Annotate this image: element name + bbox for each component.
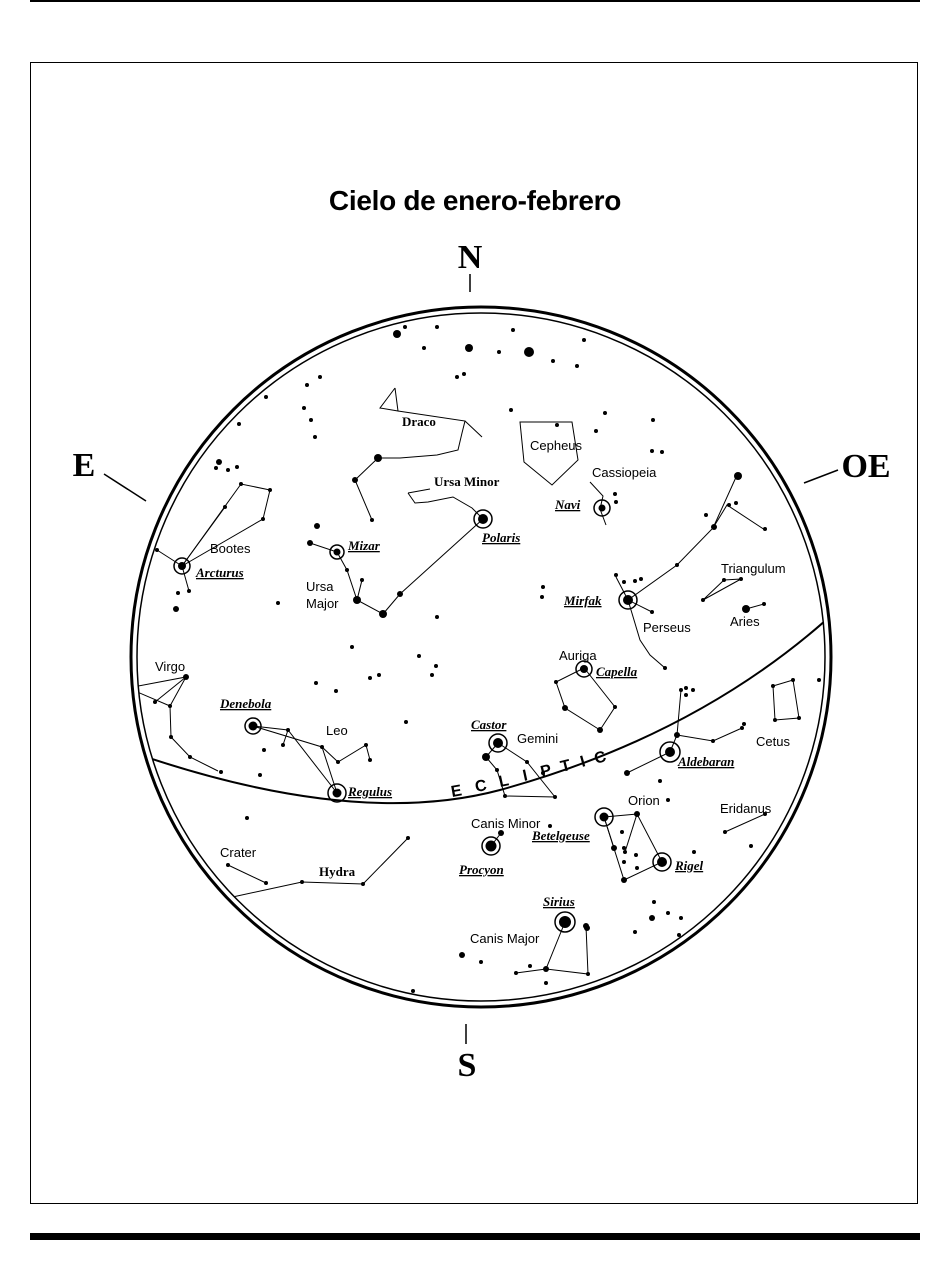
field-star [597, 727, 603, 733]
field-star [704, 513, 708, 517]
field-star [214, 466, 218, 470]
field-star [495, 768, 499, 772]
label-auriga: Auriga [559, 648, 597, 663]
field-star [722, 578, 726, 582]
label-canis-major: Canis Major [470, 931, 540, 946]
east-tick [104, 474, 146, 501]
field-star [622, 846, 626, 850]
draco-tail-line [465, 421, 482, 437]
field-star [540, 595, 544, 599]
field-star [691, 688, 695, 692]
rigel-star [657, 857, 667, 867]
field-star [608, 984, 612, 988]
star-labels [195, 497, 734, 909]
field-star [235, 465, 239, 469]
field-star [541, 585, 545, 589]
field-star [361, 882, 365, 886]
label-virgo: Virgo [155, 659, 186, 674]
field-star [658, 779, 662, 783]
horizon-inner-circle [137, 313, 825, 1001]
label-draco: Draco [402, 414, 436, 429]
field-star [183, 674, 189, 680]
field-star [313, 435, 317, 439]
field-star [459, 952, 465, 958]
field-star [168, 704, 172, 708]
regulus-star [333, 789, 342, 798]
field-star [455, 375, 459, 379]
field-star [711, 524, 717, 530]
field-star [169, 735, 173, 739]
field-star [226, 863, 230, 867]
field-star [239, 482, 243, 486]
triangulum-lines [703, 579, 741, 600]
horizon-outer-circle [131, 307, 831, 1007]
perseus-lines [628, 475, 737, 600]
field-star [352, 477, 358, 483]
label-betelgeuse: Betelgeuse [532, 828, 590, 843]
label-mirfak: Mirfak [564, 593, 602, 608]
field-star [524, 347, 534, 357]
field-star [635, 866, 639, 870]
field-star [634, 853, 638, 857]
field-star [677, 933, 681, 937]
field-star [740, 726, 744, 730]
ecliptic-letter-2: C [473, 777, 489, 796]
label-cassiopeia: Cassiopeia [592, 465, 657, 480]
field-star [666, 911, 670, 915]
field-star [613, 705, 617, 709]
field-star [749, 844, 753, 848]
label-sirius: Sirius [543, 894, 575, 909]
field-star [406, 836, 410, 840]
field-star [368, 676, 372, 680]
field-star [309, 418, 313, 422]
field-star [404, 720, 408, 724]
field-star [675, 563, 679, 567]
field-star [553, 795, 557, 799]
field-star [649, 915, 655, 921]
field-star [264, 395, 268, 399]
orion-line-3 [625, 814, 637, 852]
field-star [379, 610, 387, 618]
label-polaris: Polaris [482, 530, 521, 545]
field-star [544, 981, 548, 985]
cepheus-lines [520, 422, 578, 485]
field-star [435, 325, 439, 329]
label-rigel: Rigel [675, 858, 704, 873]
field-star [334, 689, 338, 693]
field-star [479, 960, 483, 964]
field-star [639, 577, 643, 581]
denebola-star [249, 722, 258, 731]
field-star [320, 745, 324, 749]
field-star [377, 673, 381, 677]
mirfak-star [623, 595, 633, 605]
field-star [219, 770, 223, 774]
field-star [634, 811, 640, 817]
field-star [336, 760, 340, 764]
label-hydra: Hydra [319, 864, 356, 879]
field-star [187, 589, 191, 593]
label-procyon: Procyon [459, 862, 504, 877]
ecliptic-letter-8: C [592, 748, 609, 768]
field-star [262, 748, 266, 752]
field-star [417, 654, 421, 658]
field-star [623, 850, 627, 854]
field-star [528, 964, 532, 968]
field-star [153, 700, 157, 704]
ecliptic-letter-1: E [449, 782, 464, 801]
field-star [555, 423, 559, 427]
field-star [684, 693, 688, 697]
field-star [727, 503, 731, 507]
label-regulus: Regulus [348, 784, 393, 799]
field-star [350, 645, 354, 649]
ursa-minor-line-2 [408, 489, 430, 493]
field-star [633, 579, 637, 583]
field-star [503, 794, 507, 798]
field-star [318, 375, 322, 379]
direction-north: N [457, 239, 483, 276]
field-star [465, 344, 473, 352]
field-star [305, 383, 309, 387]
field-star [430, 673, 434, 677]
field-star [300, 880, 304, 884]
field-star [739, 577, 743, 581]
field-star [462, 372, 466, 376]
ecliptic-letter-4: I [521, 767, 530, 785]
field-star [734, 501, 738, 505]
field-star [614, 573, 618, 577]
field-star [393, 330, 401, 338]
field-star [245, 816, 249, 820]
label-triangulum: Triangulum [721, 561, 786, 576]
label-eridanus: Eridanus [720, 801, 772, 816]
field-star [511, 328, 515, 332]
leo-lines-2 [253, 726, 337, 793]
navi-star [599, 505, 606, 512]
field-star [734, 472, 742, 480]
eridanus-line [725, 814, 765, 832]
label-ursa-major-2: Major [306, 596, 339, 611]
canis-major-lines [546, 922, 588, 974]
field-star [551, 359, 555, 363]
cassiopeia-lines [590, 482, 606, 525]
field-star [650, 449, 654, 453]
label-navi: Navi [555, 497, 581, 512]
field-star [652, 900, 656, 904]
field-star [582, 338, 586, 342]
cetus-lines [773, 680, 799, 720]
field-star [817, 678, 821, 682]
betelgeuse-star [600, 813, 609, 822]
field-star [586, 972, 590, 976]
label-mizar: Mizar [348, 538, 380, 553]
field-star [276, 601, 280, 605]
field-star [763, 527, 767, 531]
field-star [679, 688, 683, 692]
field-star [314, 681, 318, 685]
label-castor: Castor [471, 717, 507, 732]
field-star [261, 517, 265, 521]
field-star [797, 716, 801, 720]
field-star [370, 518, 374, 522]
field-star [403, 325, 407, 329]
field-star [258, 773, 262, 777]
field-star [374, 454, 382, 462]
ecliptic-letter-6: T [558, 757, 573, 776]
field-star [723, 830, 727, 834]
field-star [509, 408, 513, 412]
label-aldebaran: Aldebaran [678, 754, 735, 769]
label-ursa-major-1: Ursa [306, 579, 334, 594]
west-tick [804, 470, 838, 483]
field-star [364, 743, 368, 747]
field-star [692, 850, 696, 854]
field-star [360, 578, 364, 582]
field-star [314, 523, 320, 529]
field-star [660, 450, 664, 454]
field-star [622, 580, 626, 584]
canis-major-line-2 [516, 969, 546, 973]
field-star [353, 596, 361, 604]
field-star [155, 548, 159, 552]
field-star [525, 760, 529, 764]
label-canis-minor: Canis Minor [471, 816, 541, 831]
arcturus-star [178, 562, 186, 570]
field-star [307, 540, 313, 546]
ecliptic-label [450, 748, 609, 801]
field-star [268, 488, 272, 492]
field-star [264, 881, 268, 885]
field-star [622, 860, 626, 864]
field-star [368, 758, 372, 762]
field-star [562, 705, 568, 711]
label-gemini: Gemini [517, 731, 559, 746]
field-star [302, 406, 306, 410]
perseus-lines-2 [713, 505, 765, 530]
field-star [422, 346, 426, 350]
chart-title: Cielo de enero-febrero [328, 185, 622, 216]
field-star [554, 680, 558, 684]
label-bootes: Bootes [210, 541, 251, 556]
field-star [514, 971, 518, 975]
virgo-line-3 [155, 677, 186, 702]
draco-lines [380, 388, 398, 411]
field-star [435, 615, 439, 619]
field-star [594, 429, 598, 433]
field-star [482, 753, 490, 761]
field-star [620, 830, 624, 834]
field-star [226, 468, 230, 472]
ecliptic-letter-3: L [497, 772, 511, 791]
ecliptic-letter-7: I [578, 753, 588, 771]
named-star-rings [174, 500, 680, 932]
field-star [611, 845, 617, 851]
field-star [583, 923, 589, 929]
field-star [434, 664, 438, 668]
field-star [624, 770, 630, 776]
bootes-line-4 [182, 507, 225, 566]
field-star [497, 350, 501, 354]
aldebaran-star [665, 747, 675, 757]
field-star [614, 500, 618, 504]
field-star [701, 598, 705, 602]
field-star [650, 610, 654, 614]
label-perseus: Perseus [643, 620, 691, 635]
direction-east: E [72, 447, 96, 484]
field-star [666, 798, 670, 802]
ecliptic-letter-5: P [538, 761, 554, 781]
field-star [216, 459, 222, 465]
field-star [621, 877, 627, 883]
label-capella: Capella [596, 664, 638, 679]
field-star [771, 684, 775, 688]
field-star [633, 930, 637, 934]
field-star [583, 667, 587, 671]
leo-line-3 [283, 730, 288, 745]
field-star [674, 732, 680, 738]
label-arcturus: Arcturus [196, 565, 244, 580]
taurus-lines-2 [677, 728, 742, 741]
mizar-star [334, 549, 341, 556]
label-cepheus: Cepheus [530, 438, 583, 453]
field-star [543, 966, 549, 972]
field-star [281, 743, 285, 747]
label-orion: Orion [628, 793, 660, 808]
field-star [575, 364, 579, 368]
label-denebola: Denebola [220, 696, 272, 711]
field-star [176, 591, 180, 595]
field-star [684, 686, 688, 690]
field-star [345, 568, 349, 572]
field-star [773, 718, 777, 722]
direction-west: OE [841, 448, 891, 485]
taurus-line-3 [627, 752, 670, 773]
label-leo: Leo [326, 723, 348, 738]
direction-south: S [457, 1047, 477, 1084]
virgo-lines [128, 677, 218, 771]
field-star [603, 411, 607, 415]
crater-line [228, 865, 266, 883]
field-star [173, 606, 179, 612]
field-star [742, 605, 750, 613]
leo-lines [253, 726, 370, 762]
field-star [237, 422, 241, 426]
field-star [223, 505, 227, 509]
sirius-star [559, 916, 571, 928]
field-star [742, 722, 746, 726]
ursa-minor-lines [408, 493, 483, 519]
label-cetus: Cetus [756, 734, 790, 749]
field-star [126, 686, 130, 690]
ursa-minor-polaris-line [400, 519, 483, 594]
field-star [651, 418, 655, 422]
polaris-star [478, 514, 488, 524]
field-star [188, 755, 192, 759]
label-crater: Crater [220, 845, 257, 860]
field-star [762, 602, 766, 606]
field-star [286, 728, 290, 732]
castor-star [493, 738, 503, 748]
field-star [663, 666, 667, 670]
field-star [791, 678, 795, 682]
field-star [613, 492, 617, 496]
field-star [711, 739, 715, 743]
bootes-line-2 [157, 550, 182, 566]
field-star [679, 916, 683, 920]
field-star [411, 989, 415, 993]
label-aries: Aries [730, 614, 760, 629]
procyon-star [486, 841, 497, 852]
field-star [397, 591, 403, 597]
label-ursa-minor: Ursa Minor [434, 474, 500, 489]
